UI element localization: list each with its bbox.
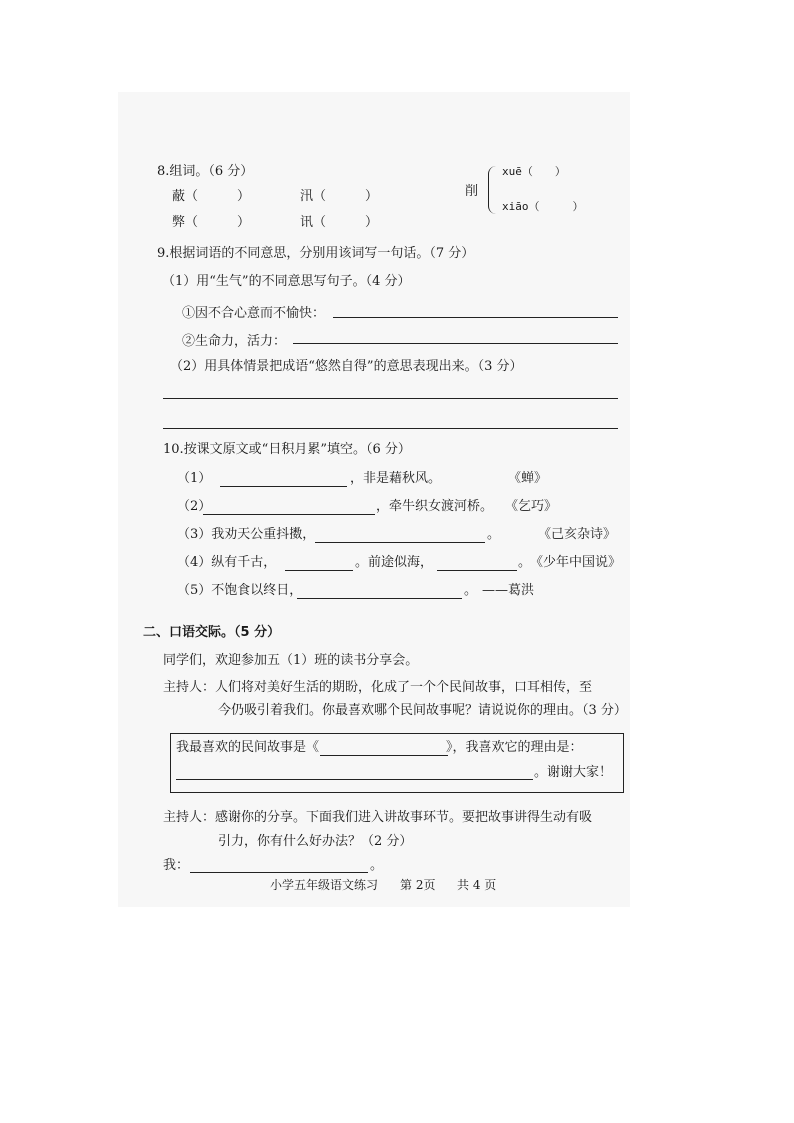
answer-line[interactable]	[163, 428, 618, 429]
box-text: 》，我喜欢它的理由是：	[446, 740, 583, 755]
q8-title: 8.组词。（6 分）	[157, 164, 254, 179]
answer-line[interactable]	[163, 398, 618, 399]
q10-item-num: （2）	[177, 499, 212, 514]
q9-title: 9.根据词语的不同意思，分别用该词写一句话。（7 分）	[157, 246, 475, 261]
q10-item-source: ——葛洪	[482, 583, 535, 598]
q10-item-num: （3）我劝天公重抖擞，	[177, 527, 316, 542]
q10-item-num: （1）	[177, 471, 212, 486]
fill-blank[interactable]	[437, 570, 517, 571]
q10-item-text: 。	[518, 555, 532, 570]
q9-meaning2: ②生命力，活力：	[182, 334, 287, 349]
q9-sub1: （1）用“生气”的不同意思写句子。（4 分）	[162, 274, 411, 289]
me-end: 。	[370, 858, 384, 873]
q10-item-num: （4）纵有千古，	[177, 555, 277, 570]
host-line: 引力，你有什么好办法？（2 分）	[218, 834, 413, 849]
footer-course: 小学五年级语文练习	[270, 878, 379, 892]
fill-blank[interactable]	[220, 486, 347, 487]
q10-item-text: ，非是藉秋风。	[350, 471, 442, 486]
me-label: 我：	[163, 858, 190, 873]
section2-title: 二、口语交际。（5 分）	[143, 625, 281, 640]
q9-meaning1: ①因不合心意而不愉快：	[182, 306, 326, 321]
section2-intro: 同学们，欢迎参加五（1）班的读书分享会。	[163, 653, 419, 668]
footer-total: 共 4 页	[457, 878, 497, 892]
box-text: 。谢谢大家！	[534, 765, 613, 780]
q8-item: 讯（ ）	[300, 215, 379, 230]
fill-blank[interactable]	[315, 542, 485, 543]
fill-blank[interactable]	[320, 755, 448, 756]
q8-item: 弊（ ）	[172, 215, 251, 230]
q8-reading: xuē（ ）	[502, 165, 566, 178]
brace	[488, 166, 499, 214]
q8-poly-char: 削	[465, 184, 479, 199]
q10-item-text: ，牵牛织女渡河桥。	[376, 499, 494, 514]
q10-item-source: 《乞巧》	[505, 499, 558, 514]
q10-item-source: 《蝉》	[508, 471, 548, 486]
fill-blank[interactable]	[285, 570, 353, 571]
host-line: 今仍吸引着我们。你最喜欢哪个民间故事呢？请说说你的理由。（3 分）	[218, 703, 627, 718]
fill-blank[interactable]	[203, 514, 375, 515]
q8-item: 汛（ ）	[300, 189, 379, 204]
footer-page: 第 2页	[400, 878, 436, 892]
q9-sub2: （2）用具体情景把成语“悠然自得”的意思表现出来。（3 分）	[170, 359, 523, 374]
host-line: 主持人：感谢你的分享。下面我们进入讲故事环节。要把故事讲得生动有吸	[163, 810, 593, 825]
fill-blank[interactable]	[297, 598, 462, 599]
q8-item: 蔽（ ）	[172, 189, 251, 204]
answer-line[interactable]	[293, 343, 618, 344]
q10-item-source: 《己亥杂诗》	[538, 527, 617, 542]
answer-line[interactable]	[333, 317, 618, 318]
q10-item-num: （5）不饱食以终日，	[177, 583, 303, 598]
q8-reading: xiāo（ ）	[502, 200, 584, 213]
q10-item-text: 。	[487, 527, 501, 542]
host-line: 主持人：人们将对美好生活的期盼，化成了一个个民间故事，口耳相传，至	[163, 680, 593, 695]
fill-blank[interactable]	[190, 872, 368, 873]
q10-item-source: 《少年中国说》	[530, 555, 622, 570]
q10-title: 10.按课文原文或“日积月累”填空。（6 分）	[163, 442, 411, 457]
fill-blank[interactable]	[176, 779, 533, 780]
box-text: 我最喜欢的民间故事是《	[176, 740, 320, 755]
q10-item-text: 。前途似海，	[355, 555, 434, 570]
q10-item-text: 。	[464, 583, 478, 598]
